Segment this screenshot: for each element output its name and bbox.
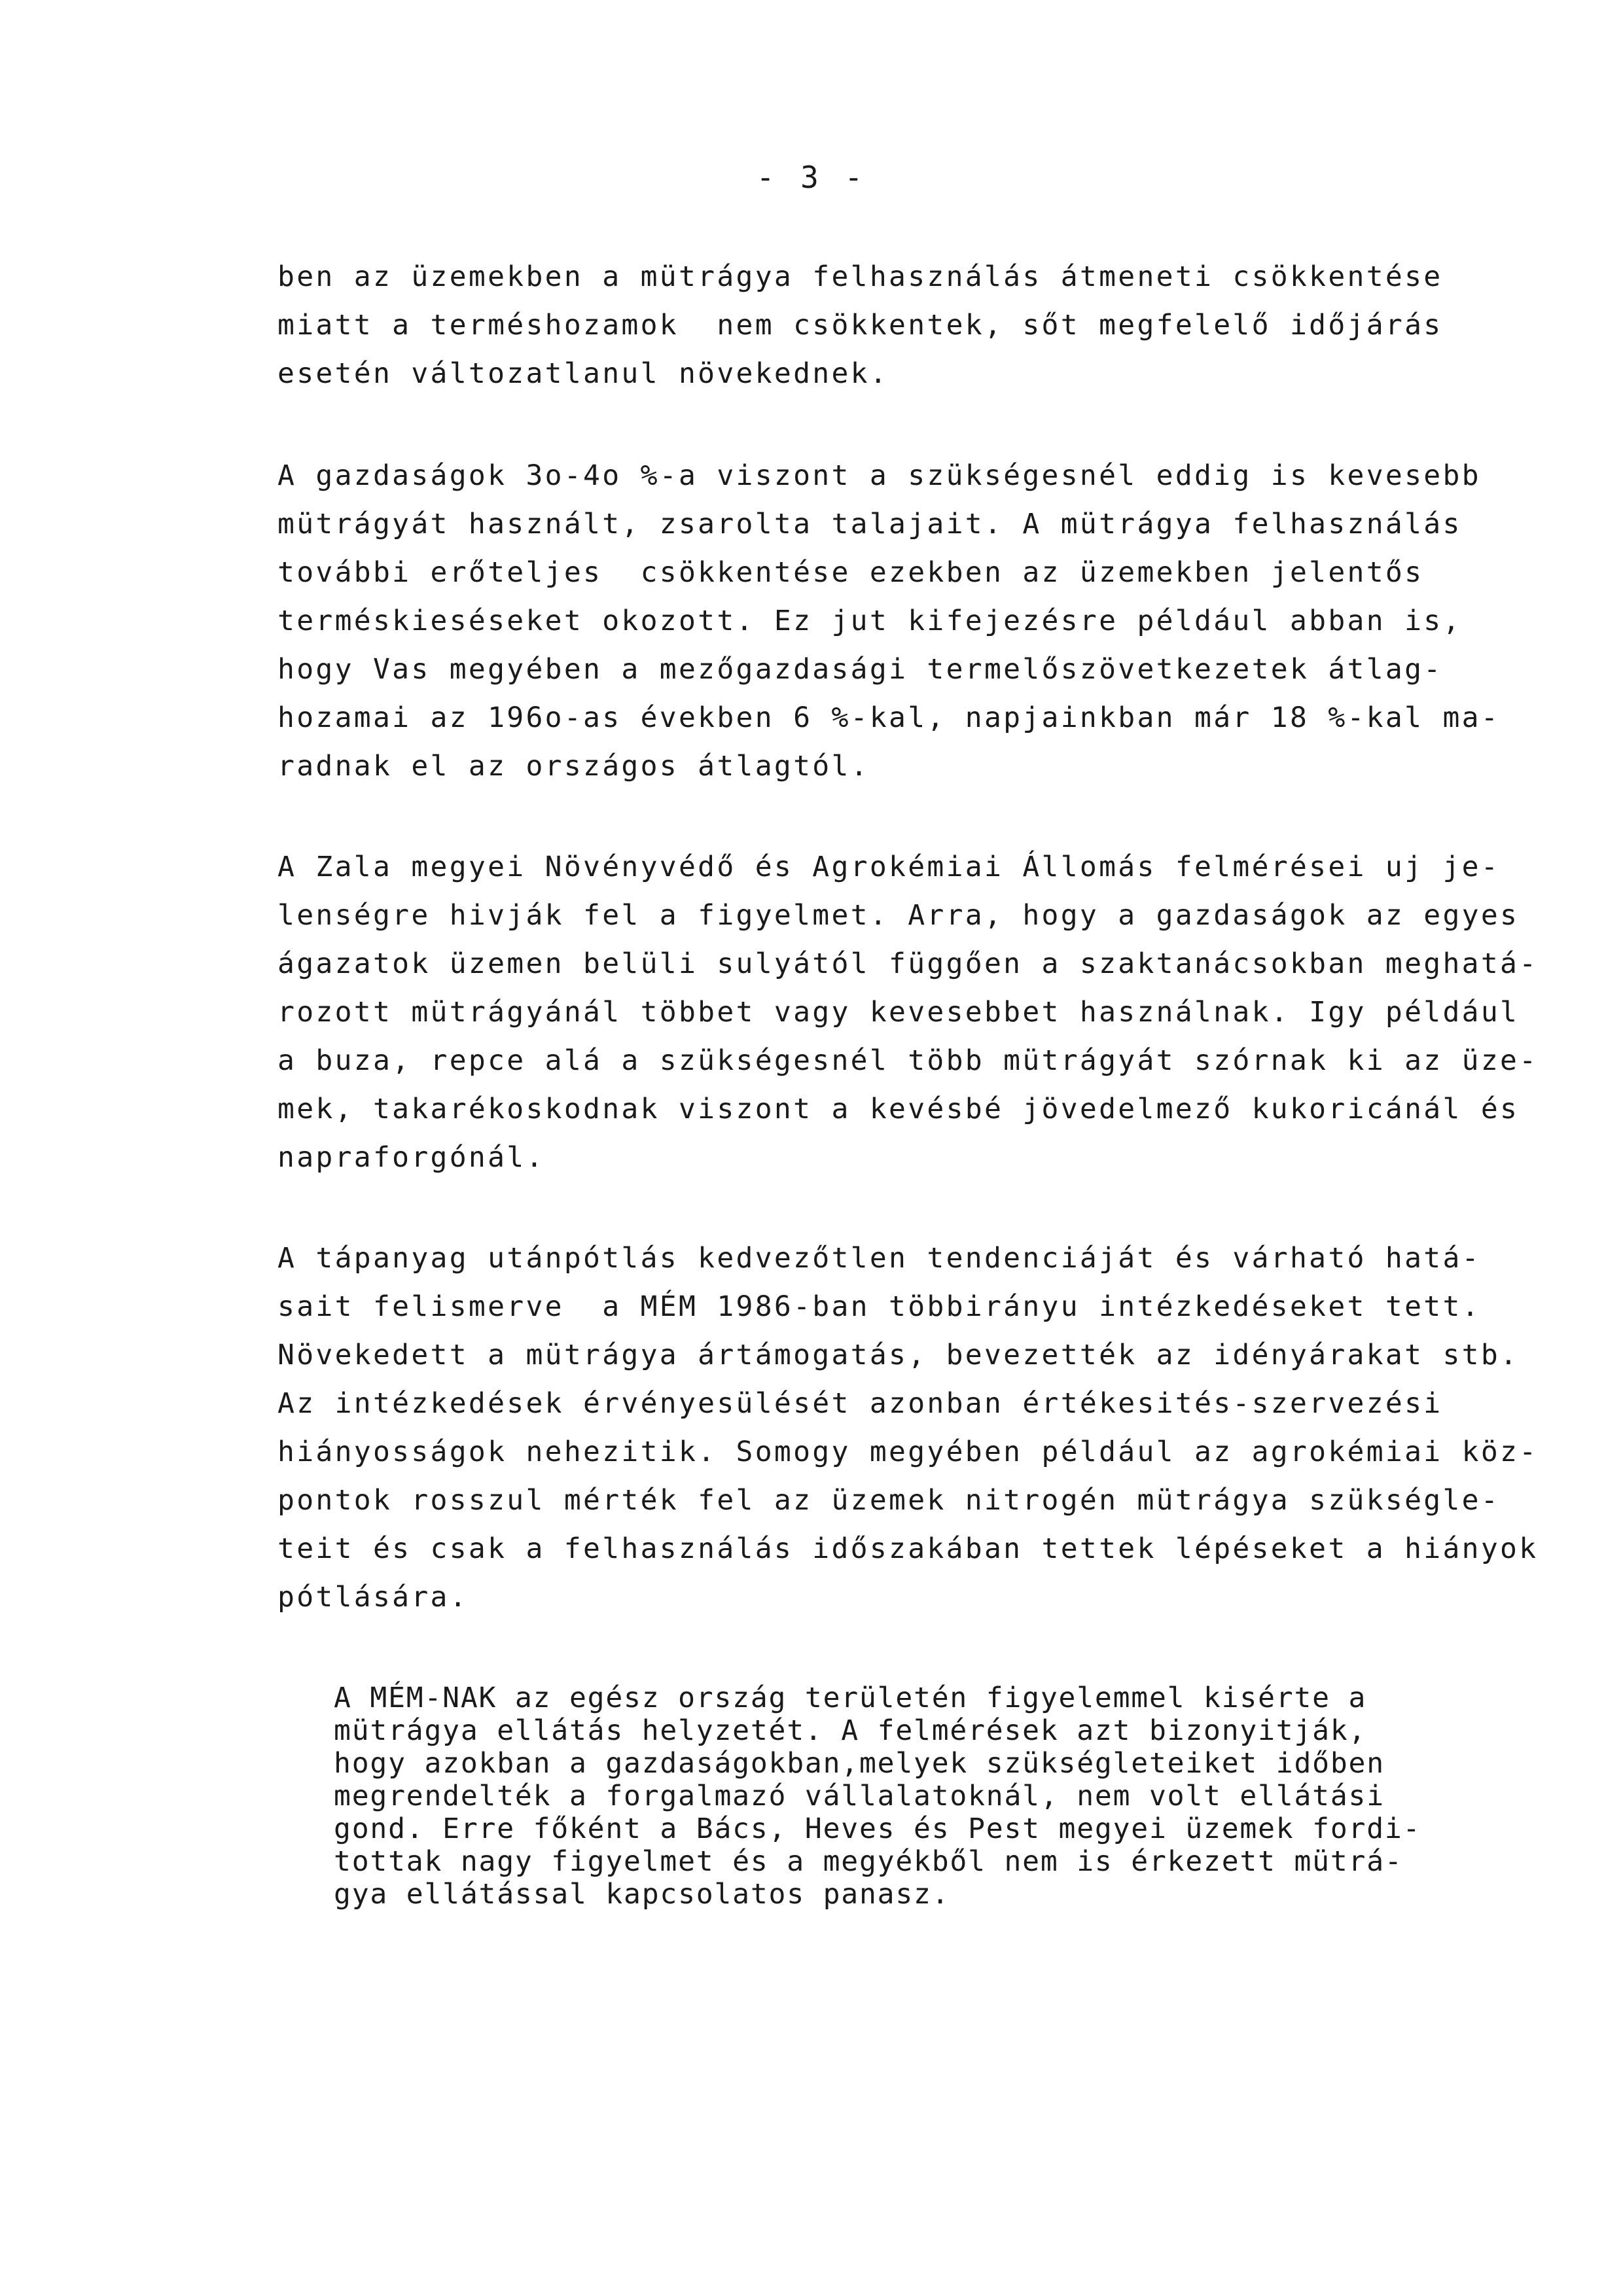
text-line: teit és csak a felhasználás időszakában tettek lépéseket a hiányok (277, 1532, 1539, 1565)
text-line: miatt a terméshozamok nem csökkentek, sőt megfelelő időjárás (277, 309, 1443, 342)
text-line: hogy azokban a gazdaságokban,melyek szükségleteiket időben (334, 1747, 1385, 1780)
text-line: a buza, repce alá a szükségesnél több mütrágyát szórnak ki az üze- (277, 1044, 1539, 1077)
text-line: gond. Erre főként a Bács, Heves és Pest megyei üzemek fordi- (334, 1812, 1421, 1845)
text-line: további erőteljes csökkentése ezekben az üzemekben jelentős (277, 556, 1424, 589)
text-line: mütrágyát használt, zsarolta talajait. A mütrágya felhasználás (277, 508, 1462, 540)
text-line: hogy Vas megyében a mezőgazdasági termelőszövetkezetek átlag- (277, 653, 1443, 686)
paragraph-1 (277, 253, 1560, 398)
text-line: hiányosságok nehezitik. Somogy megyében például az agrokémiai köz- (277, 1436, 1539, 1468)
paragraph-4 (277, 1234, 1560, 1621)
paragraph-5-indented (334, 1682, 1564, 1911)
text-line: napraforgónál. (277, 1141, 545, 1174)
text-line: hozamai az 196o-as években 6 %-kal, napjainkban már 18 %-kal ma- (277, 701, 1501, 734)
text-line: rozott mütrágyánál többet vagy kevesebbet használnak. Igy például (277, 996, 1520, 1029)
text-line: A Zala megyei Növényvédő és Agrokémiai Állomás felmérései uj je- (277, 851, 1501, 883)
text-line: esetén változatlanul növekednek. (277, 357, 889, 390)
text-line: A tápanyag utánpótlás kedvezőtlen tendenciáját és várható hatá- (277, 1242, 1481, 1275)
page-number: - 3 - (756, 160, 867, 195)
text-line: gya ellátással kapcsolatos panasz. (334, 1878, 950, 1911)
text-line: tottak nagy figyelmet és a megyékből nem is érkezett mütrá- (334, 1845, 1403, 1878)
text-line: ben az üzemekben a mütrágya felhasználás átmeneti csökkentése (277, 260, 1443, 293)
text-line: mütrágya ellátás helyzetét. A felmérések azt bizonyitják, (334, 1714, 1367, 1747)
text-line: A MÉM-NAK az egész ország területén figyelemmel kisérte a (334, 1682, 1367, 1714)
text-line: A gazdaságok 3o-4o %-a viszont a szükségesnél eddig is kevesebb (277, 459, 1481, 492)
text-line: terméskieséseket okozott. Ez jut kifejezésre például abban is, (277, 605, 1462, 637)
text-line: Az intézkedések érvényesülését azonban értékesités-szervezési (277, 1387, 1443, 1420)
text-line: mek, takarékoskodnak viszont a kevésbé jövedelmező kukoricánál és (277, 1093, 1520, 1125)
text-line: megrendelték a forgalmazó vállalatoknál, nem volt ellátási (334, 1780, 1385, 1812)
text-line: pontok rosszul mérték fel az üzemek nitrogén mütrágya szükségle- (277, 1484, 1501, 1517)
paragraph-3 (277, 843, 1560, 1182)
paragraph-2 (277, 451, 1560, 790)
text-line: radnak el az országos átlagtól. (277, 750, 870, 783)
text-line: sait felismerve a MÉM 1986-ban többirányu intézkedéseket tett. (277, 1290, 1481, 1323)
text-line: ágazatok üzemen belüli sulyától függően a szaktanácsokban meghatá- (277, 947, 1539, 980)
text-line: Növekedett a mütrágya ártámogatás, bevezették az idényárakat stb. (277, 1339, 1520, 1371)
text-line: pótlására. (277, 1581, 469, 1614)
text-line: lenségre hivják fel a figyelmet. Arra, hogy a gazdaságok az egyes (277, 899, 1520, 932)
